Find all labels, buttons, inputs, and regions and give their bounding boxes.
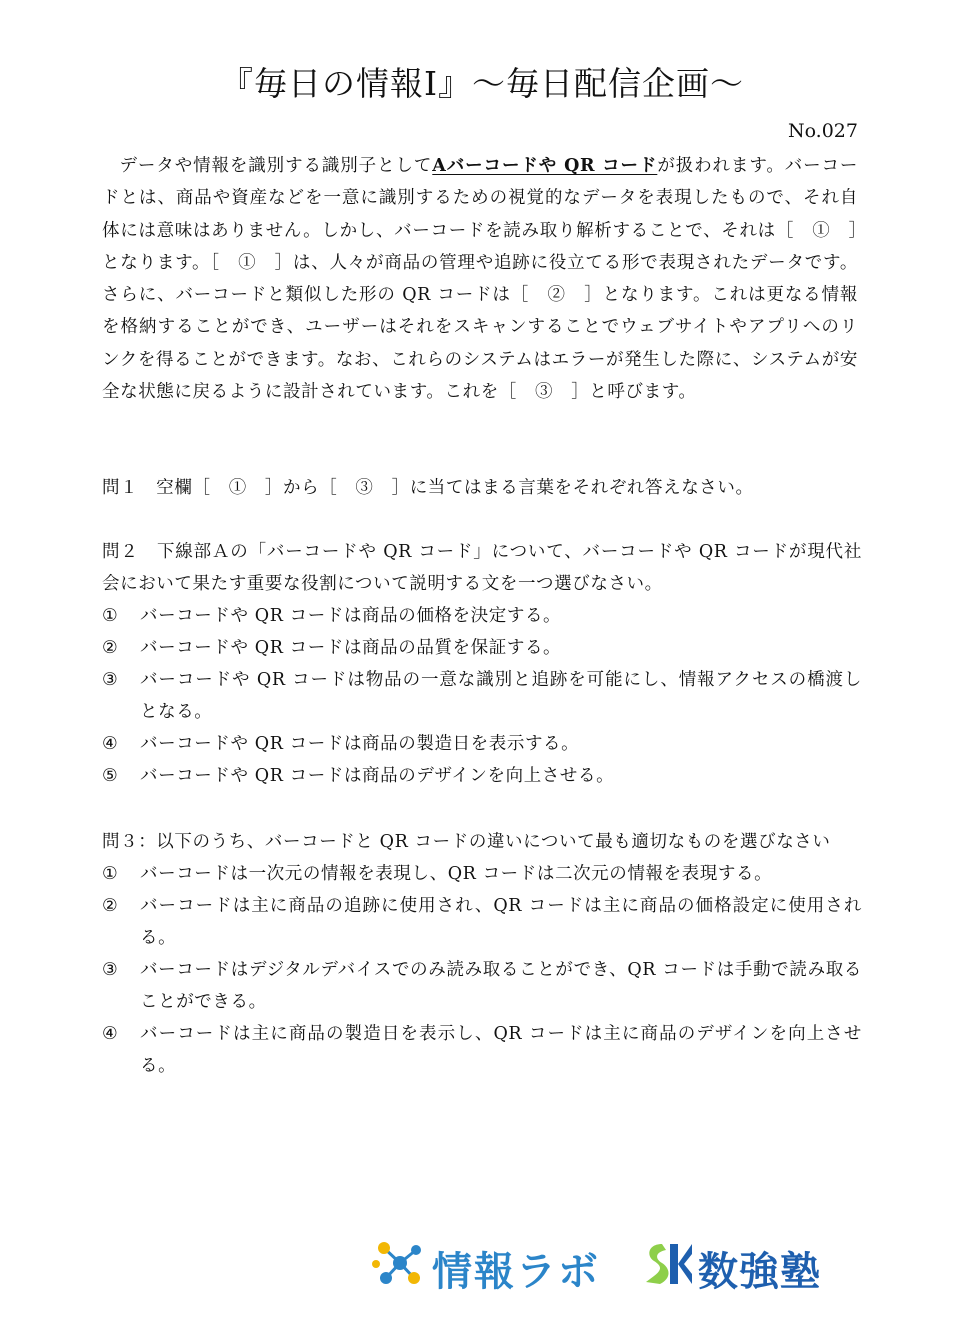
option-item [102,858,862,890]
document-number: No.027 [787,120,858,142]
option-item [102,632,862,664]
option-number: ④ [102,734,119,754]
option-number: ② [102,896,119,916]
option-item [102,728,862,760]
question-1-text: 問１ 空欄［ ① ］から［ ③ ］に当てはまる言葉をそれぞれ答えなさい。 [102,478,754,498]
option-item [102,600,862,632]
option-text: バーコードはデジタルデバイスでのみ読み取ることができ、QR コードは手動で読み取ることができる。 [140,960,862,1012]
option-text: バーコードや QR コードは商品の製造日を表示する。 [140,734,580,754]
network-logo-icon [372,1238,428,1288]
question-2 [102,536,862,792]
sk-logo-icon [640,1238,696,1290]
option-number: ④ [102,1024,119,1044]
underlined-term: Aバーコードや QR コード [432,156,658,176]
question-3 [102,826,862,1082]
option-text: バーコードや QR コードは商品の価格を決定する。 [140,606,562,626]
option-item [102,664,862,728]
option-item [102,890,862,954]
option-text: バーコードは主に商品の製造日を表示し、QR コードは主に商品のデザインを向上させる。 [140,1024,862,1076]
intro-text-before: データや情報を識別する識別子として [119,156,433,176]
option-text: バーコードは一次元の情報を表現し、QR コードは二次元の情報を表現する。 [140,864,773,884]
question-3-text: 問３：以下のうち、バーコードと QR コードの違いについて最も適切なものを選びなさい [102,832,831,852]
option-item [102,1018,862,1082]
intro-paragraph [102,150,858,408]
option-number: ① [102,864,119,884]
option-text: バーコードは主に商品の追跡に使用され、QR コードは主に商品の価格設定に使用される。 [140,896,862,948]
option-number: ⑤ [102,766,119,786]
question-2-text: 問２ 下線部Ａの「バーコードや QR コード」について、バーコードや QR コードが現代社会において果たす重要な役割について説明する文を一つ選びなさい。 [102,542,862,594]
option-number: ③ [102,670,119,690]
option-number: ③ [102,960,119,980]
intro-text-after: が扱われます。バーコードとは、商品や資産などを一意に識別するための視覚的なデータを表現したもので、それ自体には意味はありません。しかし、バーコードを読み取り解析することで、それは［ ① ］となります。［ ① ］は、人々が商品の管理や追跡に役立てる形で表現されたデータです。さらに、バーコードと類似した形の QR コードは［ ② ］となります。これは更なる情報を格納することができ、ユーザーはそれをスキャンすることでウェブサイトやアプリへのリンクを得ることができます。なお、これらのシステムはエラーが発生した際に、システムが安全な状態に戻るように設計されています。これを［ ③ ］と呼びます。 [102,156,859,403]
option-number: ② [102,638,119,658]
option-text: バーコードや QR コードは物品の一意な識別と追跡を可能にし、情報アクセスの橋渡しとなる。 [140,670,862,722]
option-number: ① [102,606,119,626]
option-text: バーコードや QR コードは商品の品質を保証する。 [140,638,562,658]
page-title: 『毎日の情報Ⅰ』〜毎日配信企画〜 [219,64,745,103]
footer-logos [372,1230,862,1298]
jouhou-lab-logo-text: 情報ラボ [432,1249,600,1295]
question-1 [102,472,862,504]
option-text: バーコードや QR コードは商品のデザインを向上させる。 [140,766,615,786]
option-item [102,954,862,1018]
option-item [102,760,862,792]
suukyou-juku-logo-text: 数強塾 [698,1249,821,1295]
